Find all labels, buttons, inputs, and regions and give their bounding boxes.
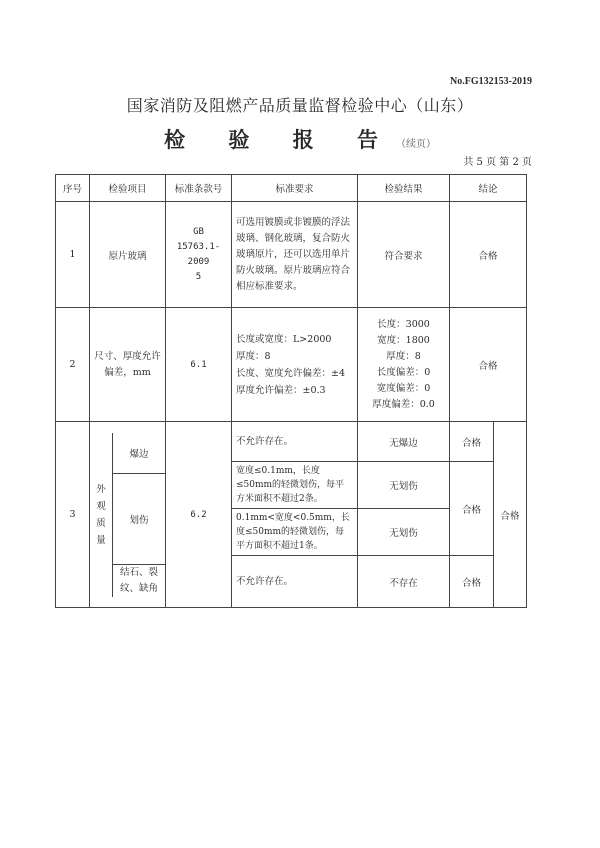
document-title: 检 验 报 告 <box>164 127 396 152</box>
row-no: 3 <box>56 422 90 608</box>
row-item: 尺寸、厚度允许偏差，mm <box>90 308 166 422</box>
row-requirement: 宽度≤0.1mm，长度≤50mm的轻微划伤，每平方米面积不超过2条。 <box>232 462 358 509</box>
row-result: 无划伤 <box>358 462 450 509</box>
group-char: 质 <box>96 517 106 529</box>
row-item-group <box>90 422 166 608</box>
row-result: 无爆边 <box>358 422 450 462</box>
row-requirement: 可选用镀膜或非镀膜的浮法玻璃、钢化玻璃，复合防火玻璃原片，还可以选用单片防火玻璃。原片玻璃应符合相应标准要求。 <box>232 202 358 308</box>
group-char: 观 <box>96 500 106 512</box>
inspection-table <box>55 174 527 608</box>
row-conclusion: 合格 <box>450 202 527 308</box>
sub-item: 爆边 <box>113 433 165 474</box>
row-no: 2 <box>56 308 90 422</box>
requirement-line: 厚度允许偏差：±0.3 <box>236 384 326 396</box>
result-line: 长度偏差：0 <box>376 366 431 378</box>
page-count: 共 5 页 第 2 页 <box>463 157 532 168</box>
row-conclusion: 合格 <box>450 422 494 462</box>
header-clause: 标准条款号 <box>166 175 232 202</box>
result-line: 宽度：1800 <box>377 334 430 346</box>
clause-line: 2009 <box>187 256 210 267</box>
row-clause <box>166 202 232 308</box>
document-title-block <box>0 124 600 154</box>
document-subtitle: （续页） <box>395 139 436 150</box>
result-line: 厚度偏差：0.0 <box>372 398 435 410</box>
row-result: 无划伤 <box>358 509 450 556</box>
sub-item: 划伤 <box>113 474 165 565</box>
header-no: 序号 <box>56 175 90 202</box>
row-requirement <box>232 308 358 422</box>
row-item: 原片玻璃 <box>90 202 166 308</box>
row-conclusion: 合格 <box>450 308 527 422</box>
row-conclusion: 合格 <box>450 462 494 556</box>
report-number: No.FG132153-2019 <box>450 76 532 87</box>
result-line: 长度：3000 <box>377 318 430 330</box>
row-clause: 6.2 <box>166 422 232 608</box>
clause-line: 15763.1- <box>176 241 221 252</box>
row-conclusion-overall: 合格 <box>494 422 527 608</box>
row-clause: 6.1 <box>166 308 232 422</box>
clause-line: 5 <box>195 271 202 282</box>
header-requirement: 标准要求 <box>232 175 358 202</box>
organization-title: 国家消防及阻燃产品质量监督检验中心（山东） <box>126 96 474 115</box>
header-result: 检验结果 <box>358 175 450 202</box>
group-label <box>90 433 113 597</box>
group-char: 外 <box>96 483 106 495</box>
clause-line: GB <box>193 226 204 237</box>
result-line: 厚度：8 <box>386 350 421 362</box>
row-result: 不存在 <box>358 556 450 608</box>
row-requirement: 0.1mm<宽度<0.5mm，长度≤50mm的轻微划伤，每平方面积不超过1条。 <box>232 509 358 556</box>
table-row <box>56 202 527 308</box>
row-result <box>358 308 450 422</box>
requirement-line: 长度或宽度：L>2000 <box>236 333 332 345</box>
requirement-line: 长度、宽度允许偏差：±4 <box>236 367 346 379</box>
row-no: 1 <box>56 202 90 308</box>
group-char: 量 <box>96 534 106 546</box>
row-requirement: 不允许存在。 <box>232 556 358 608</box>
sub-item: 结石、裂纹、缺角 <box>119 566 158 594</box>
row-result: 符合要求 <box>358 202 450 308</box>
table-row <box>56 422 527 462</box>
requirement-line: 厚度：8 <box>236 350 271 362</box>
header-conclusion: 结论 <box>450 175 527 202</box>
row-requirement: 不允许存在。 <box>232 422 358 462</box>
result-line: 宽度偏差：0 <box>376 382 431 394</box>
table-header-row <box>56 175 527 202</box>
row-conclusion: 合格 <box>450 556 494 608</box>
header-item: 检验项目 <box>90 175 166 202</box>
table-row <box>56 308 527 422</box>
